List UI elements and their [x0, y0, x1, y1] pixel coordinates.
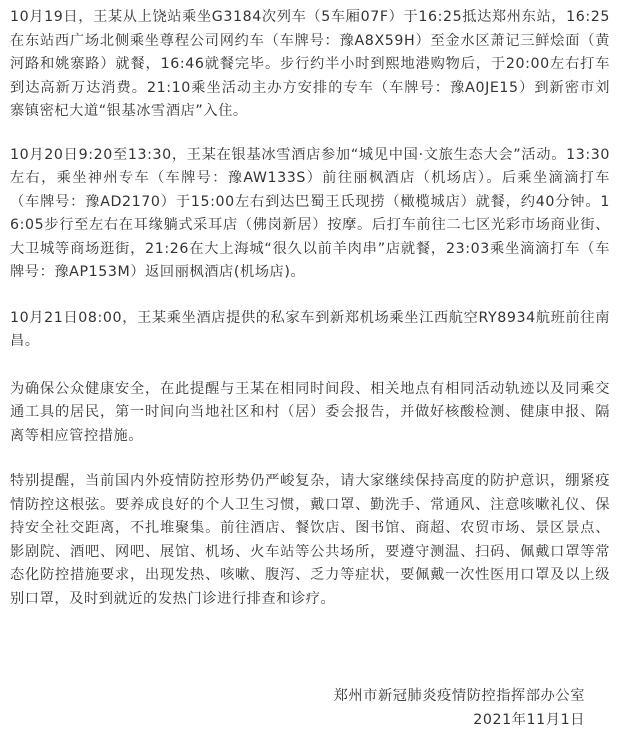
article-body	[10, 6, 610, 627]
signature-block	[334, 684, 585, 732]
signature-date: 2021年11月1日	[473, 712, 585, 728]
paragraph-oct20-itinerary: 10月20日9:20至13:30，王某在银基冰雪酒店参加“城见中国·文旅生态大会”活动。13:30左右，乘坐神州专车（车牌号：豫AW133S）前往丽枫酒店（机场店）。后乘坐滴滴打车（车牌号：豫AD2170）于15:00左右到达巴蜀王氏现捞（橄榄城店）就餐，约40分钟。16:05步行至左右在耳缘躺式采耳店（佛岗新居）按摩。后打车前往二七区光彩市场商业街、大卫城等商场逛街，21:26在大上海城“很久以前羊肉串”店就餐，23:03乘坐滴滴打车（车牌号：豫AP153M）返回丽枫酒店(机场店)。	[10, 146, 610, 280]
paragraph-oct21-itinerary: 10月21日08:00，王某乘坐酒店提供的私家车到新郑机场乘坐江西航空RY8934航班前往南昌。	[10, 309, 610, 349]
paragraph-special-reminder: 特别提醒，当前国内外疫情防控形势仍严峻复杂，请大家继续保持高度的防护意识，绷紧疫情防控这根弦。要养成良好的个人卫生习惯，戴口罩、勤洗手、常通风、注意咳嗽礼仪、保持安全社交距离，不扎堆聚集。前往酒店、餐饮店、图书馆、商超、农贸市场、景区景点、影剧院、酒吧、网吧、展馆、机场、火车站等公共场所，要遵守测温、扫码、佩戴口罩等常态化防控措施要求，出现发热、咳嗽、腹泻、乏力等症状，要佩戴一次性医用口罩及以上级别口罩，及时到就近的发热门诊进行排查和诊疗。	[10, 473, 610, 607]
paragraph-public-reminder: 为确保公众健康安全，在此提醒与王某在相同时间段、相关地点有相同活动轨迹以及同乘交通工具的居民，第一时间向当地社区和村（居）委会报告，并做好核酸检测、健康申报、隔离等相应管控措施。	[10, 380, 610, 444]
paragraph-oct19-itinerary: 10月19日，王某从上饶站乘坐G3184次列车（5车厢07F）于16:25抵达郑州东站，16:25在东站西广场北侧乘坐尊程公司网约车（车牌号：豫A8X59H）至金水区萧记三鲜烩面（黄河路和姚寨路）就餐，16:46就餐完毕。步行约半小时到熙地港购物后，于20:00左右打车到达高新万达消费。21:10乘坐活动主办方安排的专车（车牌号：豫A0JE15）到新密市刘寨镇密杞大道“银基冰雪酒店”入住。	[10, 9, 610, 119]
signature-organization: 郑州市新冠肺炎疫情防控指挥部办公室	[333, 688, 585, 704]
